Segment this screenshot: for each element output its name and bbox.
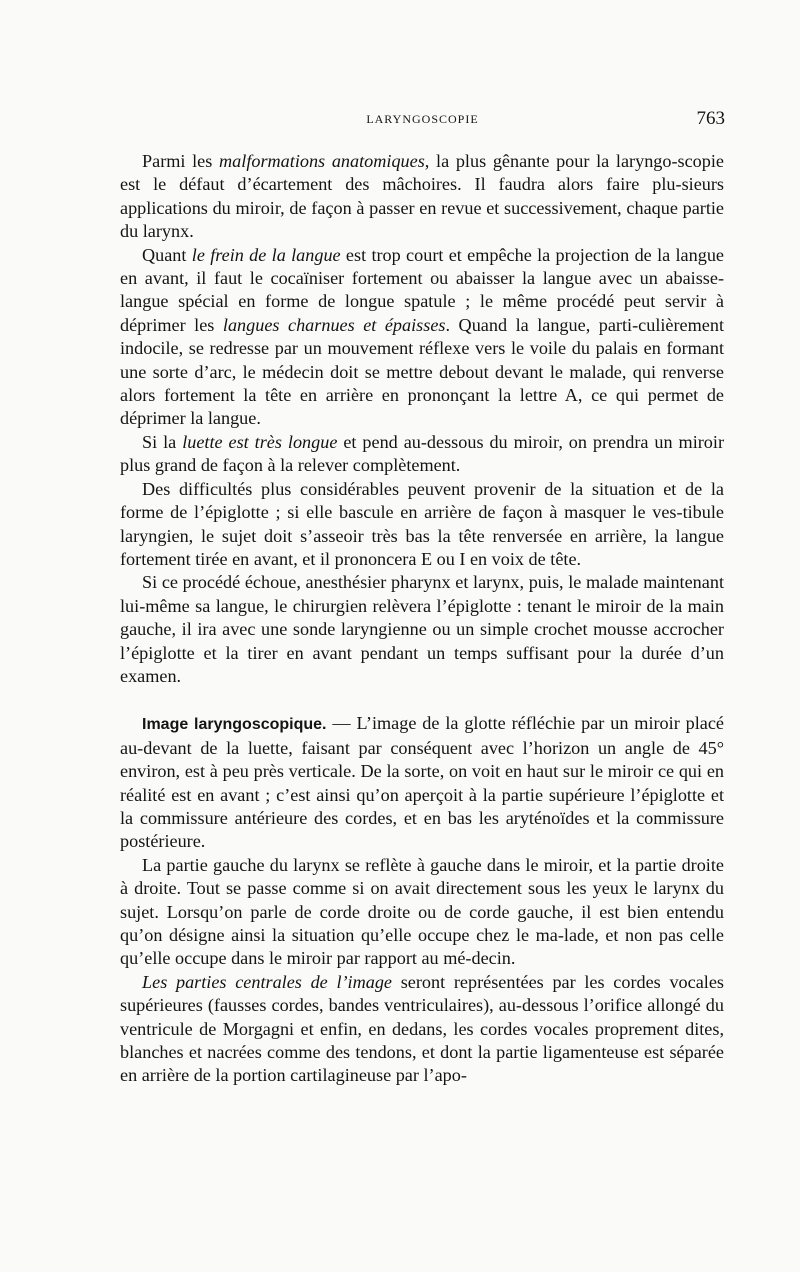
page-number: 763 bbox=[696, 108, 725, 129]
text-run: La partie gauche du larynx se reflète à gauche dans le miroir, et la partie droite à droite. Tout se passe comme si on avait directement sous les yeux le larynx du sujet. Lorsqu’on parle de corde droite ou de corde gauche, il est bien entendu qu’on désigne ainsi la situation qu’elle occupe chez le ma-lade, et non pas celle qu’elle occupe dans le miroir par rapport au mé-decin. bbox=[120, 854, 724, 969]
text-run: Des difficultés plus considérables peuvent provenir de la situation et de la forme de l’épiglotte ; si elle bascule en arrière de façon à masquer le ves-tibule laryngien, le sujet doit s’asseoir très bas la tête renversée en arrière, la langue fortement tirée en avant, et il prononcera E ou I en voix de tête. bbox=[120, 478, 724, 569]
paragraph bbox=[120, 244, 724, 431]
paragraph bbox=[120, 571, 724, 688]
text-run: seront représentées par les cordes vocales supérieures (fausses cordes, bandes ventriculaires), au-dessous l’orifice allongé du ventricule de Morgagni et enfin, en dedans, les cordes vocales proprement dites, blanches et nacrées comme des tendons, et dont la partie ligamenteuse est séparée en arrière de la portion cartilagineuse par l’apo- bbox=[120, 971, 725, 1086]
paragraph bbox=[120, 854, 724, 971]
paragraph bbox=[120, 478, 724, 572]
paragraph bbox=[120, 431, 724, 478]
paragraph bbox=[120, 971, 724, 1088]
page-header bbox=[120, 108, 725, 136]
text-run: . Quand la langue, parti-culièrement indocile, se redresse par un mouvement réflexe vers le voile du palais en formant une sorte d’arc, le médecin doit se mettre debout devant le malade, qui renverse alors fortement la tête en arrière en prononçant la lettre A, ce qui permet de déprimer la langue. bbox=[120, 314, 724, 429]
text-run: Quant bbox=[142, 244, 192, 265]
section-heading: Image laryngoscopique. bbox=[142, 716, 327, 734]
text-run: — L’image de la glotte réfléchie par un miroir placé au-devant de la luette, faisant par conséquent avec l’horizon un angle de 45° environ, est à peu près verticale. De la sorte, on voit en haut sur le miroir ce qui en réalité est en avant ; c’est ainsi qu’on aperçoit à la partie supérieure l’épiglotte et la commissure antérieure des cordes, et en bas les aryténoïdes et la commissure postérieure. bbox=[120, 713, 725, 852]
text-run: Si la bbox=[142, 431, 183, 452]
text-run: et pend au-dessous du miroir, on prendra un miroir plus grand de façon à la relever complètement. bbox=[120, 431, 725, 476]
text-run: Si ce procédé échoue, anesthésier pharynx et larynx, puis, le malade maintenant lui-même sa langue, le chirurgien relèvera l’épiglotte : tenant le miroir de la main gauche, il ira avec une sonde laryngienne ou un simple crochet mousse accrocher l’épiglotte et la tirer en avant pendant un temps suffisant pour la durée d’un examen. bbox=[120, 572, 724, 686]
text-run: Parmi les bbox=[142, 151, 220, 171]
running-title: LARYNGOSCOPIE bbox=[366, 112, 479, 126]
section-paragraph bbox=[120, 712, 724, 853]
italic-term: le frein de la langue bbox=[191, 244, 341, 265]
body-text bbox=[120, 150, 724, 1088]
italic-term: luette est très longue bbox=[182, 431, 338, 452]
italic-term: malformations anatomiques bbox=[219, 151, 425, 171]
italic-term: langues charnues et épaisses bbox=[222, 314, 446, 335]
text-run: est trop court et empêche la projection de la langue en avant, il faut le cocaïniser fortement ou abaisser la langue avec un abaisse-langue spécial en forme de longue spatule ; le même procédé peut servir à déprimer les bbox=[120, 244, 724, 335]
paragraph bbox=[120, 150, 724, 244]
text-run: , la plus gênante pour la laryngo-scopie est le défaut d’écartement des mâchoires. Il faudra alors faire plu-sieurs applications du miroir, de façon à passer en revue et successivement, chaque partie du larynx. bbox=[120, 151, 724, 242]
italic-term: Les parties centrales de l’image bbox=[142, 971, 393, 992]
